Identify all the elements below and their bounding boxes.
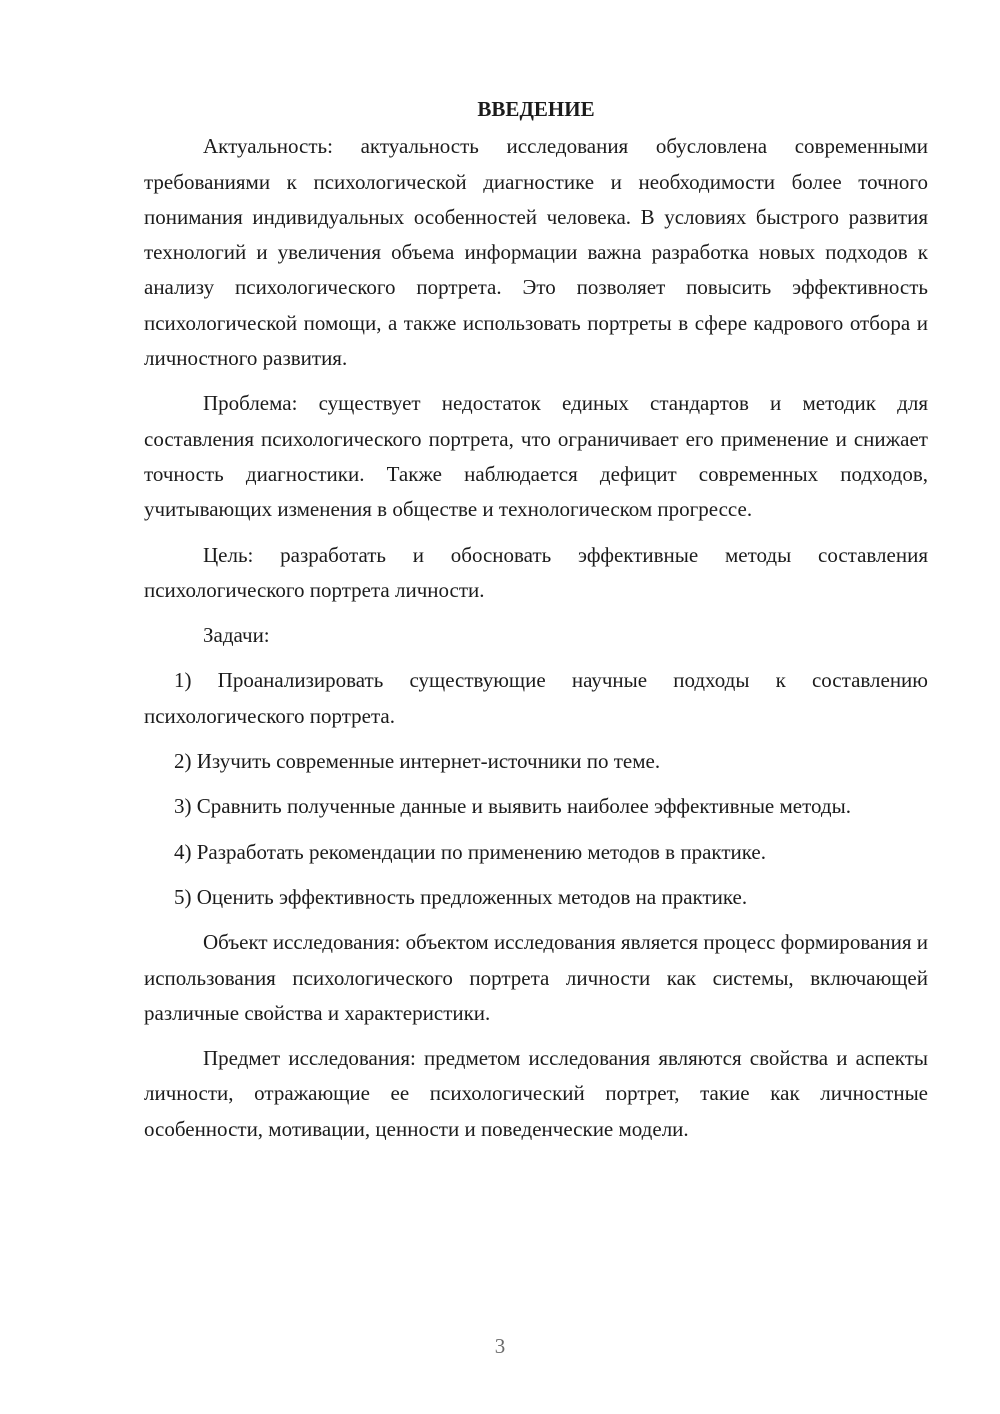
relevance-paragraph: Актуальность: актуальность исследования обусловлена современными требованиями к психологической диагностике и необходимости более точного понимания индивидуальных особенностей человека. В условиях быстрого развития технологий и увеличения объема информации важна разработка новых подходов к анализу психологического портрета. Это позволяет повысить эффективность психологической помощи, а также использовать портреты в сфере кадрового отбора и личностного развития. — [144, 134, 928, 371]
subject-paragraph: Предмет исследования: предметом исследования являются свойства и аспекты личности, отражающие ее психологический портрет, такие как личностные особенности, мотивации, ценности и поведенческие модели. — [144, 1046, 928, 1141]
page-content — [144, 92, 928, 1157]
task-item: 1) Проанализировать существующие научные подходы к составлению психологического портрета. — [144, 668, 928, 728]
page-number: 3 — [494, 1334, 506, 1358]
task-item: 3) Сравнить полученные данные и выявить наиболее эффективные методы. — [174, 794, 851, 819]
task-item: 2) Изучить современные интернет-источники по теме. — [174, 749, 661, 774]
goal-paragraph: Цель: разработать и обосновать эффективные методы составления психологического портрета личности. — [144, 542, 928, 602]
object-paragraph: Объект исследования: объектом исследования является процесс формирования и использования психологического портрета личности как системы, включающей различные свойства и характеристики. — [144, 930, 928, 1025]
task-item: 4) Разработать рекомендации по применению методов в практике. — [174, 839, 766, 864]
tasks-heading: Задачи: — [203, 623, 270, 648]
problem-paragraph: Проблема: существует недостаток единых стандартов и методик для составления психологического портрета, что ограничивает его применение и снижает точность диагностики. Также наблюдается дефицит современных подходов, учитывающих изменения в обществе и технологическом прогрессе. — [144, 391, 928, 522]
page-title: ВВЕДЕНИЕ — [477, 97, 595, 121]
task-item: 5) Оценить эффективность предложенных методов на практике. — [174, 884, 748, 909]
